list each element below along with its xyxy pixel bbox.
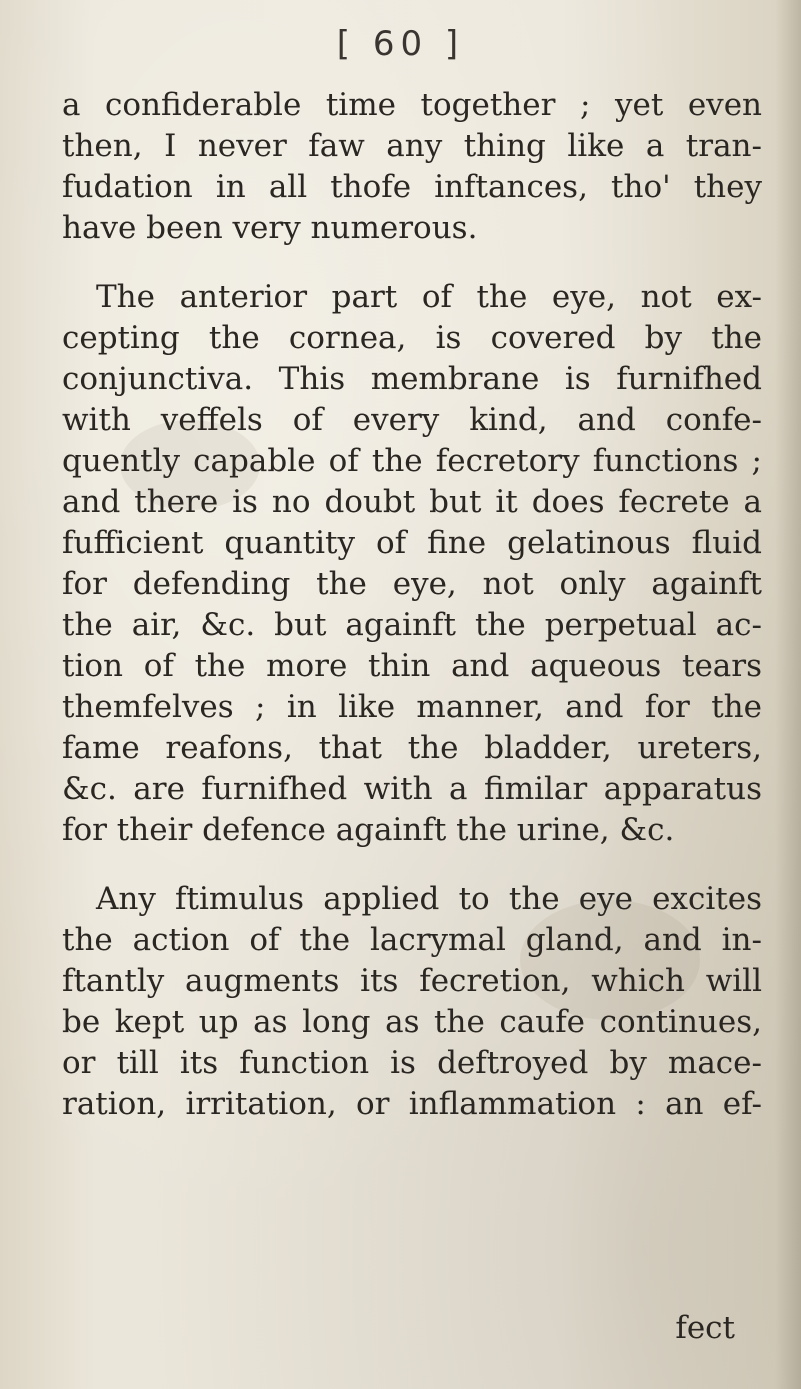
page-gutter-shadow — [775, 0, 801, 1389]
text-line: and there is no doubt but it does fecrete a — [62, 484, 762, 520]
text-line: then, I never faw any thing like a tran- — [62, 128, 762, 164]
catchword: fect — [675, 1310, 735, 1346]
text-line: quently capable of the fecretory functions ; — [62, 443, 762, 479]
text-line: cepting the cornea, is covered by the — [62, 320, 762, 356]
text-line: a confiderable time together ; yet even — [62, 87, 762, 123]
paragraph-1 — [62, 85, 762, 249]
paragraph-3 — [62, 879, 762, 1125]
text-line: conjunctiva. This membrane is furnifhed — [62, 361, 762, 397]
page-number: [ 60 ] — [336, 24, 465, 64]
text-line: or till its function is deftroyed by mace- — [62, 1045, 762, 1081]
text-line: &c. are furnifhed with a fimilar apparatus — [62, 771, 762, 807]
text-line: be kept up as long as the caufe continues, — [62, 1004, 762, 1040]
text-line: for their defence againft the urine, &c. — [62, 812, 675, 848]
text-line: themfelves ; in like manner, and for the — [62, 689, 762, 725]
text-line: Any ftimulus applied to the eye excites — [96, 881, 762, 917]
text-line: fudation in all thofe inftances, tho' they — [62, 169, 762, 205]
text-line: fame reafons, that the bladder, ureters, — [62, 730, 762, 766]
text-line: fufficient quantity of fine gelatinous fluid — [62, 525, 762, 561]
text-line: tion of the more thin and aqueous tears — [62, 648, 762, 684]
text-line: have been very numerous. — [62, 210, 478, 246]
text-line: for defending the eye, not only againft — [62, 566, 762, 602]
body-text — [62, 85, 762, 1153]
text-line: the action of the lacrymal gland, and in- — [62, 922, 762, 958]
text-line: The anterior part of the eye, not ex- — [96, 279, 762, 315]
text-line: ration, irritation, or inflammation : an ef- — [62, 1086, 762, 1122]
paragraph-2 — [62, 277, 762, 851]
text-line: the air, &c. but againft the perpetual ac- — [62, 607, 762, 643]
text-line: ftantly augments its fecretion, which will — [62, 963, 762, 999]
text-line: with veffels of every kind, and confe- — [62, 402, 762, 438]
